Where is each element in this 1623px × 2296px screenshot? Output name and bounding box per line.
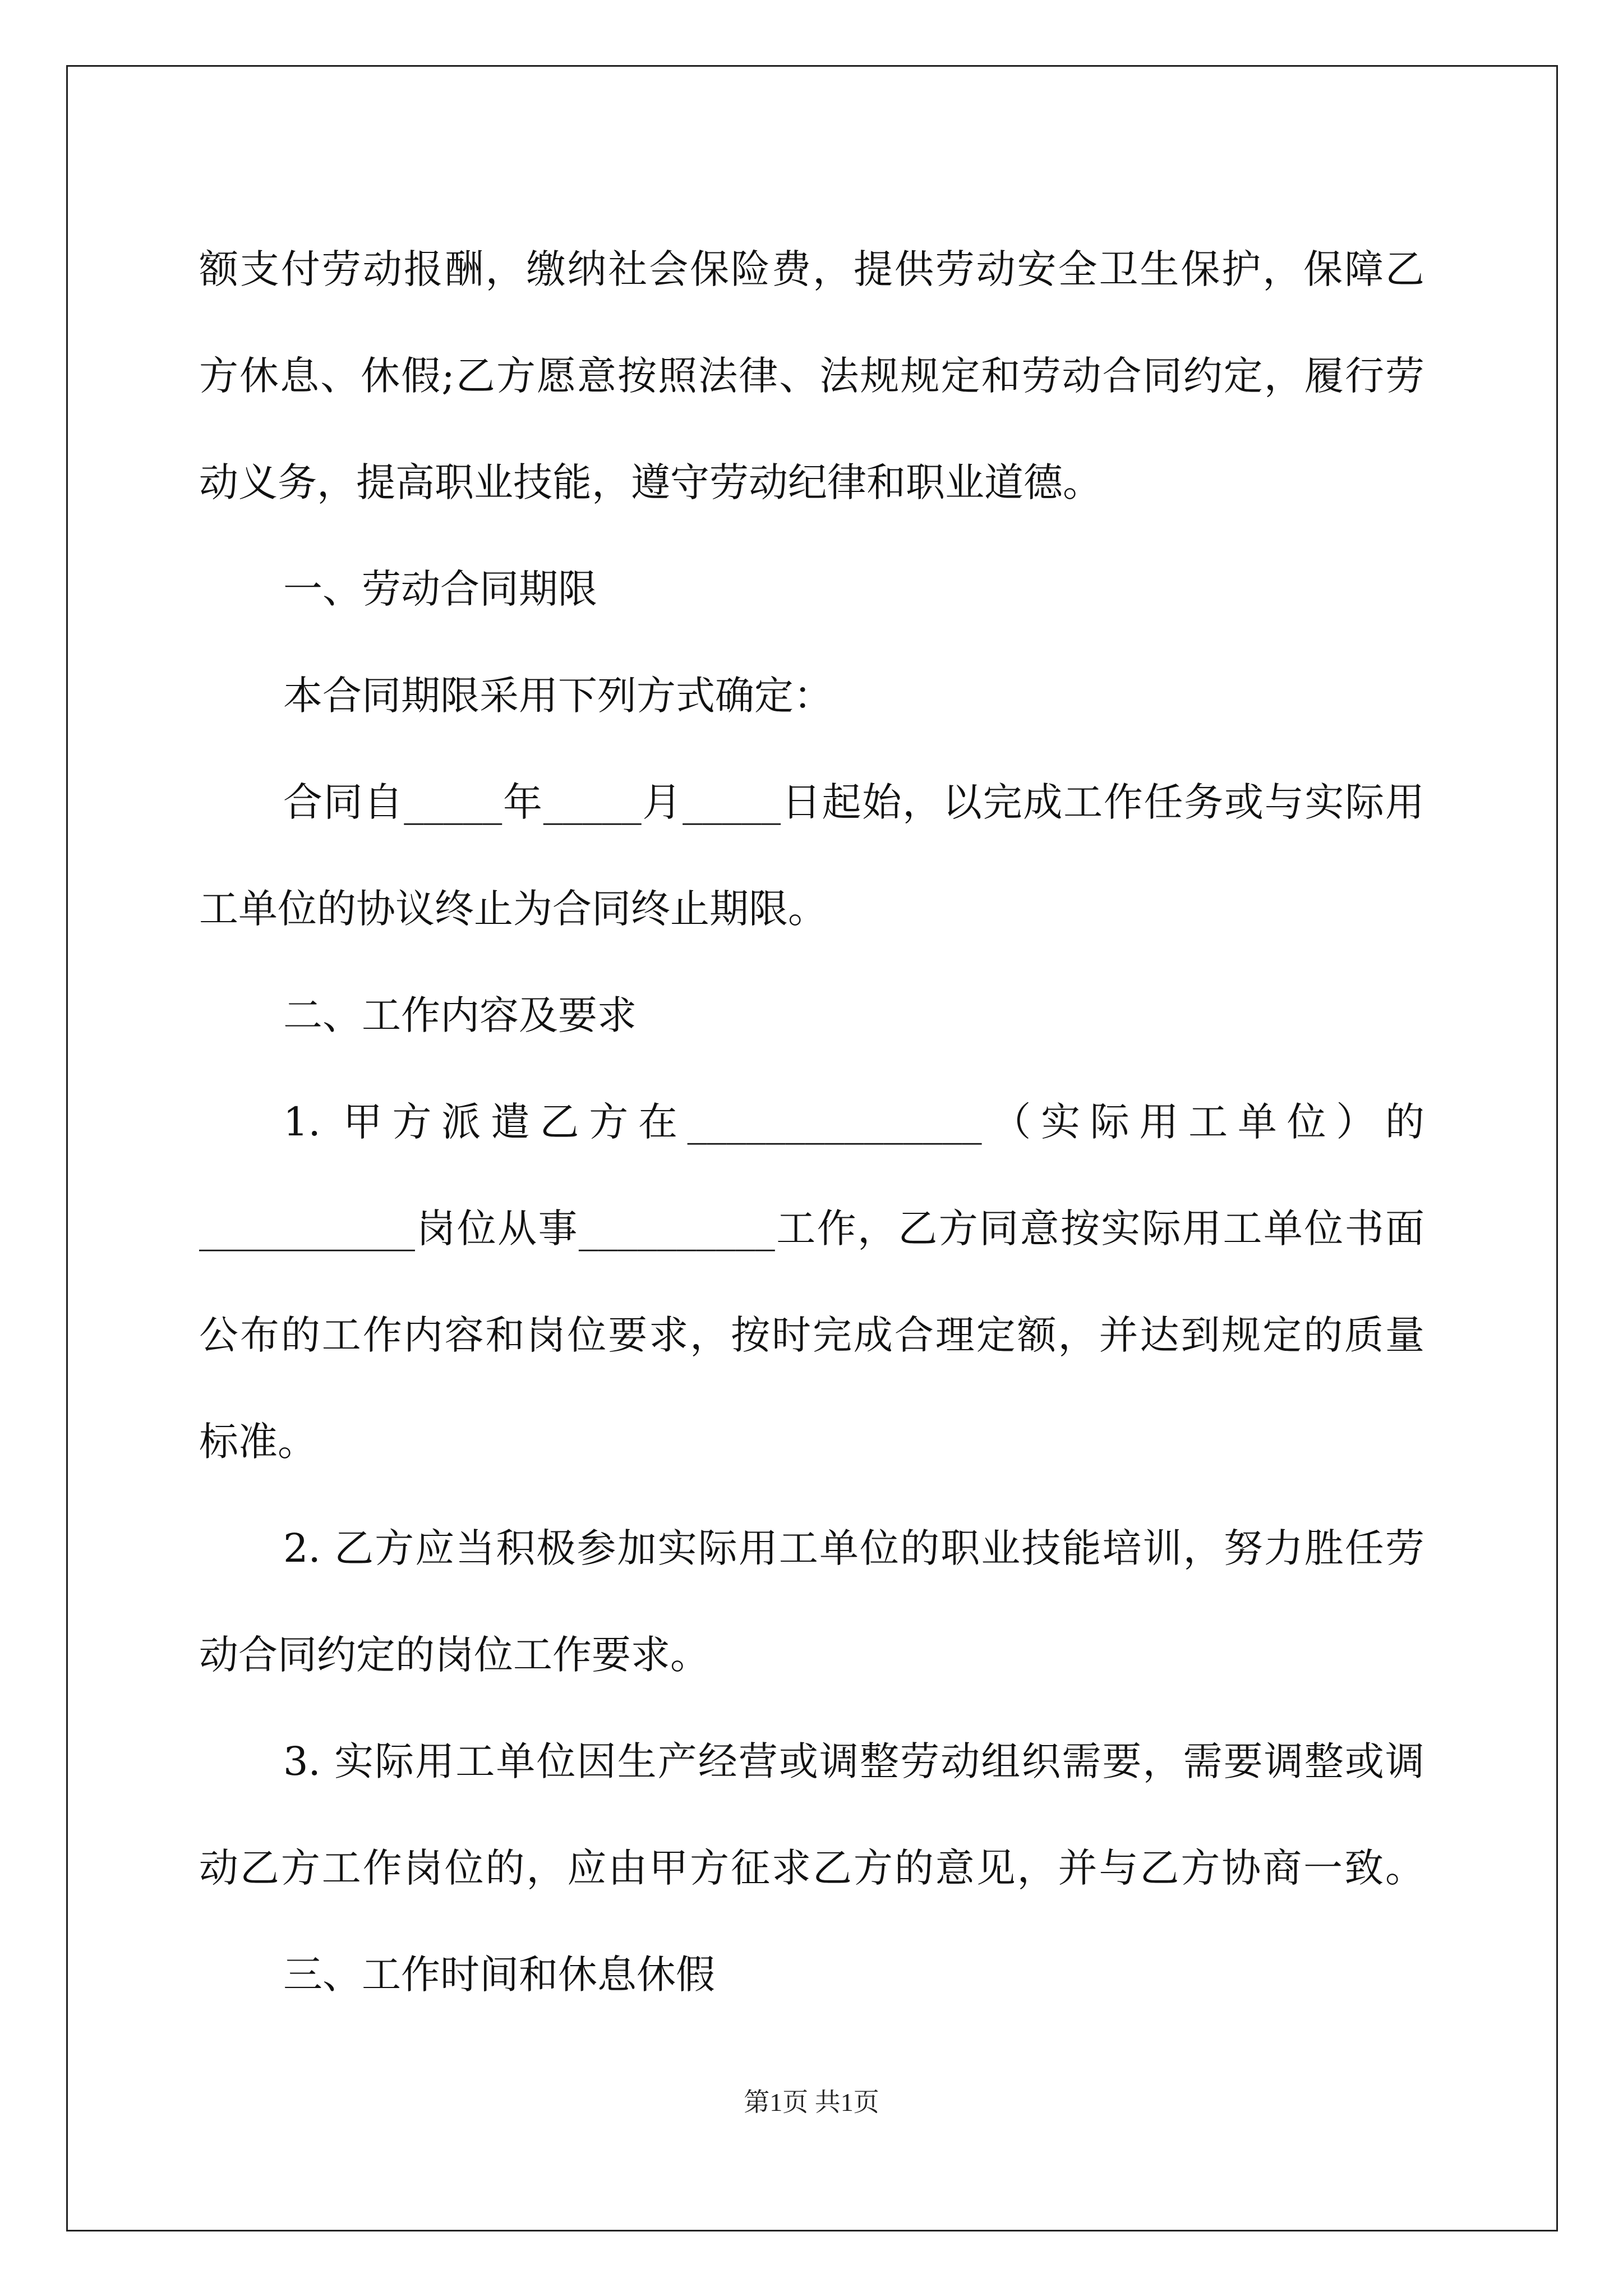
paragraph-line: 标准。 xyxy=(199,1419,317,1465)
paragraph-line: 额支付劳动报酬，缴纳社会保险费，提供劳动安全卫生保护，保障乙 xyxy=(199,246,1424,292)
paragraph-line: 动乙方工作岗位的，应由甲方征求乙方的意见，并与乙方协商一致。 xyxy=(199,1845,1424,1891)
page-footer: 第1页 共1页 xyxy=(744,2088,879,2116)
document-body xyxy=(199,216,1424,2028)
paragraph-line: 本合同期限采用下列方式确定： xyxy=(283,673,833,719)
paragraph-line: 合同自_____年_____月_____日起始，以完成工作任务或与实际用 xyxy=(283,779,1424,825)
section-heading: 三、工作时间和休息休假 xyxy=(283,1952,715,1998)
paragraph-line: 动义务，提高职业技能，遵守劳动纪律和职业道德。 xyxy=(199,459,1102,505)
paragraph-line: 方休息、休假;乙方愿意按照法律、法规规定和劳动合同约定，履行劳 xyxy=(199,353,1424,399)
paragraph-line: 动合同约定的岗位工作要求。 xyxy=(199,1632,709,1678)
paragraph-line: 3. 实际用工单位因生产经营或调整劳动组织需要，需要调整或调 xyxy=(283,1738,1424,1784)
paragraph-line: 公布的工作内容和岗位要求，按时完成合理定额，并达到规定的质量 xyxy=(199,1312,1424,1358)
paragraph-line: 1. 甲方派遣乙方在_______________（实际用工单位）的 xyxy=(283,1099,1424,1145)
paragraph-line: ___________岗位从事__________工作，乙方同意按实际用工单位书面 xyxy=(199,1205,1424,1251)
section-heading: 一、劳动合同期限 xyxy=(283,566,597,612)
paragraph-line: 工单位的协议终止为合同终止期限。 xyxy=(199,886,827,932)
section-heading: 二、工作内容及要求 xyxy=(283,992,637,1038)
paragraph-line: 2. 乙方应当积极参加实际用工单位的职业技能培训，努力胜任劳 xyxy=(283,1525,1424,1571)
